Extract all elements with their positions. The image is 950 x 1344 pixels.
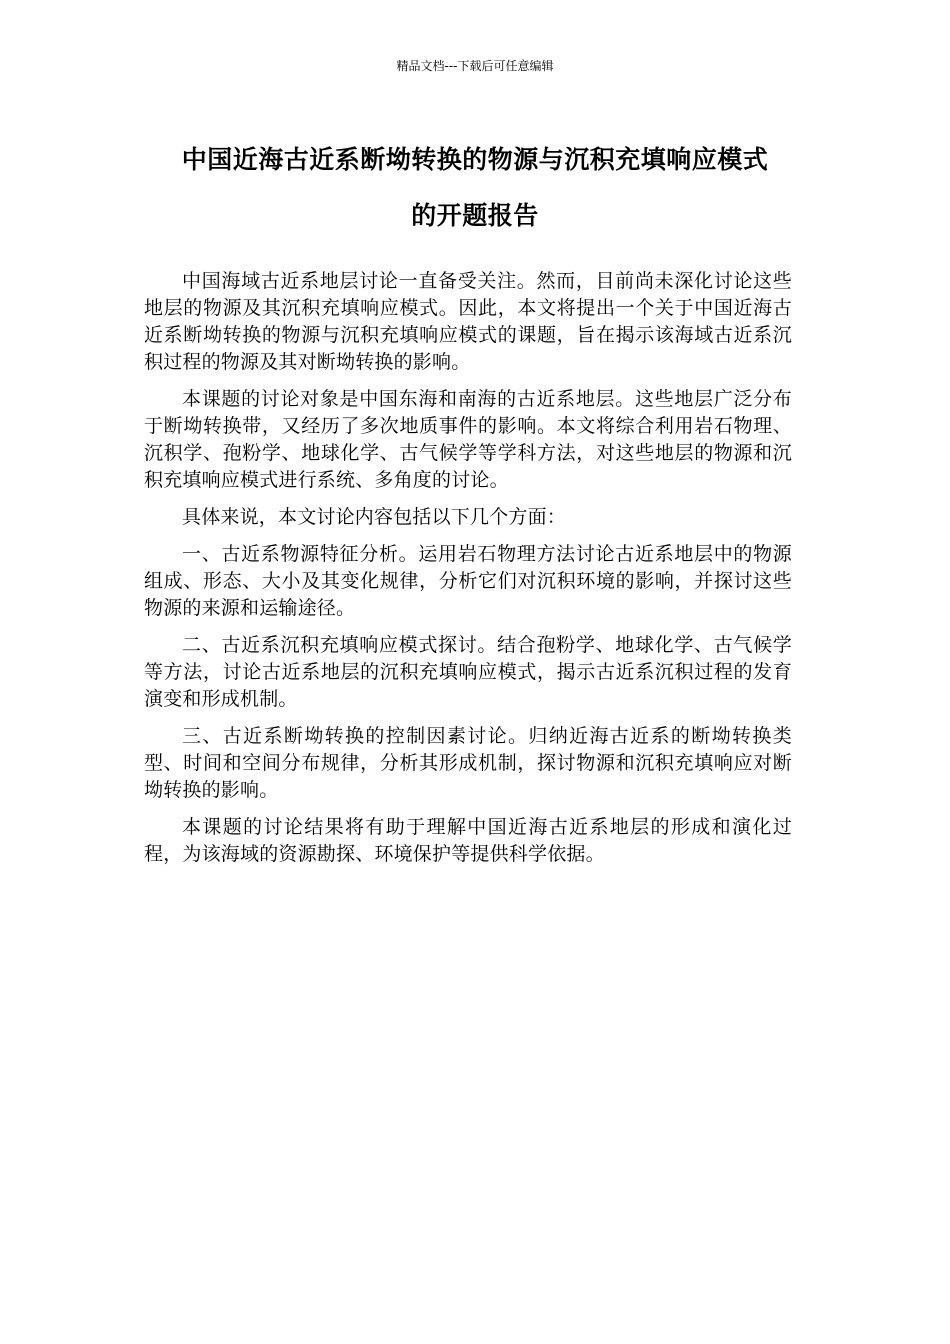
paragraph-intro: 中国海域古近系地层讨论一直备受关注。然而，目前尚未深化讨论这些地层的物源及其沉积充填响应模式。因此，本文将提出一个关于中国近海古近系断坳转换的物源与沉积充填响应模式的课题，旨在揭示该海域古近系沉积过程的物源及其对断坳转换的影响。 (144, 270, 792, 373)
paragraph-item-1: 一、古近系物源特征分析。运用岩石物理方法讨论古近系地层中的物源组成、形态、大小及其变化规律，分析它们对沉积环境的影响，并探讨这些物源的来源和运输途径。 (144, 543, 792, 619)
paragraph-conclusion: 本课题的讨论结果将有助于理解中国近海古近系地层的形成和演化过程，为该海域的资源勘探、环境保护等提供科学依据。 (144, 816, 792, 865)
document-body (144, 268, 792, 878)
paragraph-item-2: 二、古近系沉积充填响应模式探讨。结合孢粉学、地球化学、古气候学等方法，讨论古近系地层的沉积充填响应模式，揭示古近系沉积过程的发育演变和形成机制。 (144, 634, 792, 710)
paragraph-content-overview: 具体来说，本文讨论内容包括以下几个方面： (182, 506, 567, 528)
paragraph-item-3: 三、古近系断坳转换的控制因素讨论。归纳近海古近系的断坳转换类型、时间和空间分布规律，分析其形成机制，探讨物源和沉积充填响应对断坳转换的影响。 (144, 725, 792, 801)
document-title (130, 132, 820, 244)
document-title-line-1: 中国近海古近系断坳转换的物源与沉积充填响应模式 (181, 145, 769, 174)
document-title-line-2: 的开题报告 (411, 201, 539, 230)
page-header-note: 精品文档---下载后可任意编辑 (396, 59, 554, 73)
paragraph-research-object: 本课题的讨论对象是中国东海和南海的古近系地层。这些地层广泛分布于断坳转换带，又经历了多次地质事件的影响。本文将综合利用岩石物理、沉积学、孢粉学、地球化学、古气候学等学科方法，对这些地层的物源和沉积充填响应模式进行系统、多角度的讨论。 (144, 388, 792, 491)
